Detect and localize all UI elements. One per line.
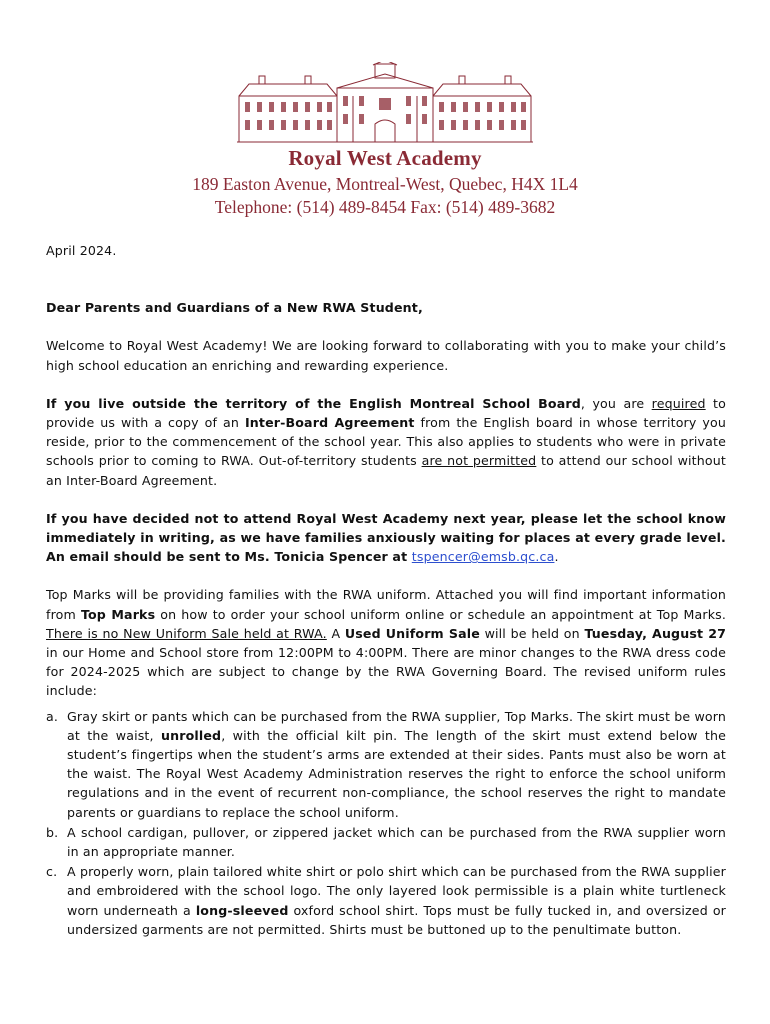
rule-text-end: oxford school shirt. Tops must be fully tucked in, and oversized or undersized garments are not permitted. Shirts must be buttoned up to the penultimate button. xyxy=(67,902,726,937)
school-phone-fax: Telephone: (514) 489-8454 Fax: (514) 489-3682 xyxy=(214,197,556,217)
uniform-rule-a xyxy=(46,707,726,822)
uniform-rules-list xyxy=(46,707,726,939)
uniform-rule-c xyxy=(46,862,726,939)
rule-marker: c. xyxy=(46,864,58,880)
school-building-engraving xyxy=(235,62,535,146)
uniform-text-1: Top Marks will be providing families with the RWA uniform. Attached you will find important information from xyxy=(46,587,726,622)
uniform-rule-b xyxy=(46,823,726,861)
inter-board-agreement-text: Inter-Board Agreement xyxy=(244,415,415,431)
salutation: Dear Parents and Guardians of a New RWA Student, xyxy=(46,300,423,316)
not-attending-text: If you have decided not to attend Royal West Academy next year, please let the school know immediately in writing, as we have families anxiously waiting for places at every grade level. An email should be sent to Ms. Tonicia Spencer at xyxy=(46,510,726,565)
inter-board-text-4: to attend our school without an Inter-Board Agreement. xyxy=(46,453,726,488)
not-attending-end: . xyxy=(554,549,559,565)
letterhead xyxy=(0,62,770,217)
not-permitted-text: are not permitted xyxy=(421,453,537,469)
inter-board-text-1: , you are xyxy=(580,395,652,411)
school-name: Royal West Academy xyxy=(288,146,482,170)
no-sale-text: There is no New Uniform Sale held at RWA. xyxy=(46,625,327,641)
inter-board-paragraph xyxy=(46,394,726,490)
inter-board-text-2: to provide us with a copy of an xyxy=(46,395,726,431)
uniform-text-5: in our Home and School store from 12:00PM to 4:00PM. There are minor changes to the RWA dress code for 2024-2025 which are subject to change by the RWA Governing Board. The revised uniform rules include: xyxy=(46,645,726,699)
rule-text-end: , with the official kilt pin. The length of the skirt must extend below the student’s fingertips when the student’s arms are extended at their sides. Pants must also be worn at the waist. The Royal West Academy Administration reserves the right to enforce the school uniform regulations and in the event of recurrent non-compliance, the school reserves the right to mandate parents or guardians to replace the school uniform. xyxy=(67,727,726,820)
rule-bold-text: unrolled xyxy=(161,727,222,743)
rule-text: A school cardigan, pullover, or zippered jacket which can be purchased from the RWA supplier worn in an appropriate manner. xyxy=(67,824,726,860)
letter-date: April 2024. xyxy=(46,243,117,258)
rule-text: Gray skirt or pants which can be purchased from the RWA supplier, Top Marks. The skirt must be worn at the waist, xyxy=(67,708,726,743)
required-text: required xyxy=(651,395,706,411)
inter-board-intro: If you live outside the territory of the English Montreal School Board xyxy=(46,395,581,411)
top-marks-text: Top Marks xyxy=(80,606,156,622)
rule-text: A properly worn, plain tailored white shirt or polo shirt which can be purchased from the RWA supplier and embroidered with the school logo. The only layered look permissible is a plain white turtleneck worn underneath a xyxy=(67,864,726,918)
inter-board-text-3: from the English board in whose territory you reside, prior to the commencement of the school year. This also applies to students who were in private schools prior to coming to RWA. Out-of-territory students xyxy=(46,415,726,469)
rule-marker: a. xyxy=(46,708,59,724)
letter-body xyxy=(46,241,726,939)
uniform-text-3: A xyxy=(326,625,345,641)
used-sale-text: Used Uniform Sale xyxy=(344,625,480,641)
school-address: 189 Easton Avenue, Montreal-West, Quebec, H4X 1L4 xyxy=(192,174,578,194)
rule-bold-text: long-sleeved xyxy=(195,902,289,918)
not-attending-paragraph xyxy=(46,509,726,567)
welcome-paragraph: Welcome to Royal West Academy! We are looking forward to collaborating with you to make your child’s high school education an enriching and rewarding experience. xyxy=(46,338,726,373)
sale-date-text: Tuesday, August 27 xyxy=(584,625,727,641)
uniform-text-4: will be held on xyxy=(479,625,585,641)
contact-email-link[interactable]: tspencer@emsb.qc.ca xyxy=(411,549,555,565)
rule-marker: b. xyxy=(46,824,59,840)
uniform-paragraph xyxy=(46,585,726,700)
uniform-text-2: on how to order your school uniform online or schedule an appointment at Top Marks. xyxy=(155,606,726,622)
